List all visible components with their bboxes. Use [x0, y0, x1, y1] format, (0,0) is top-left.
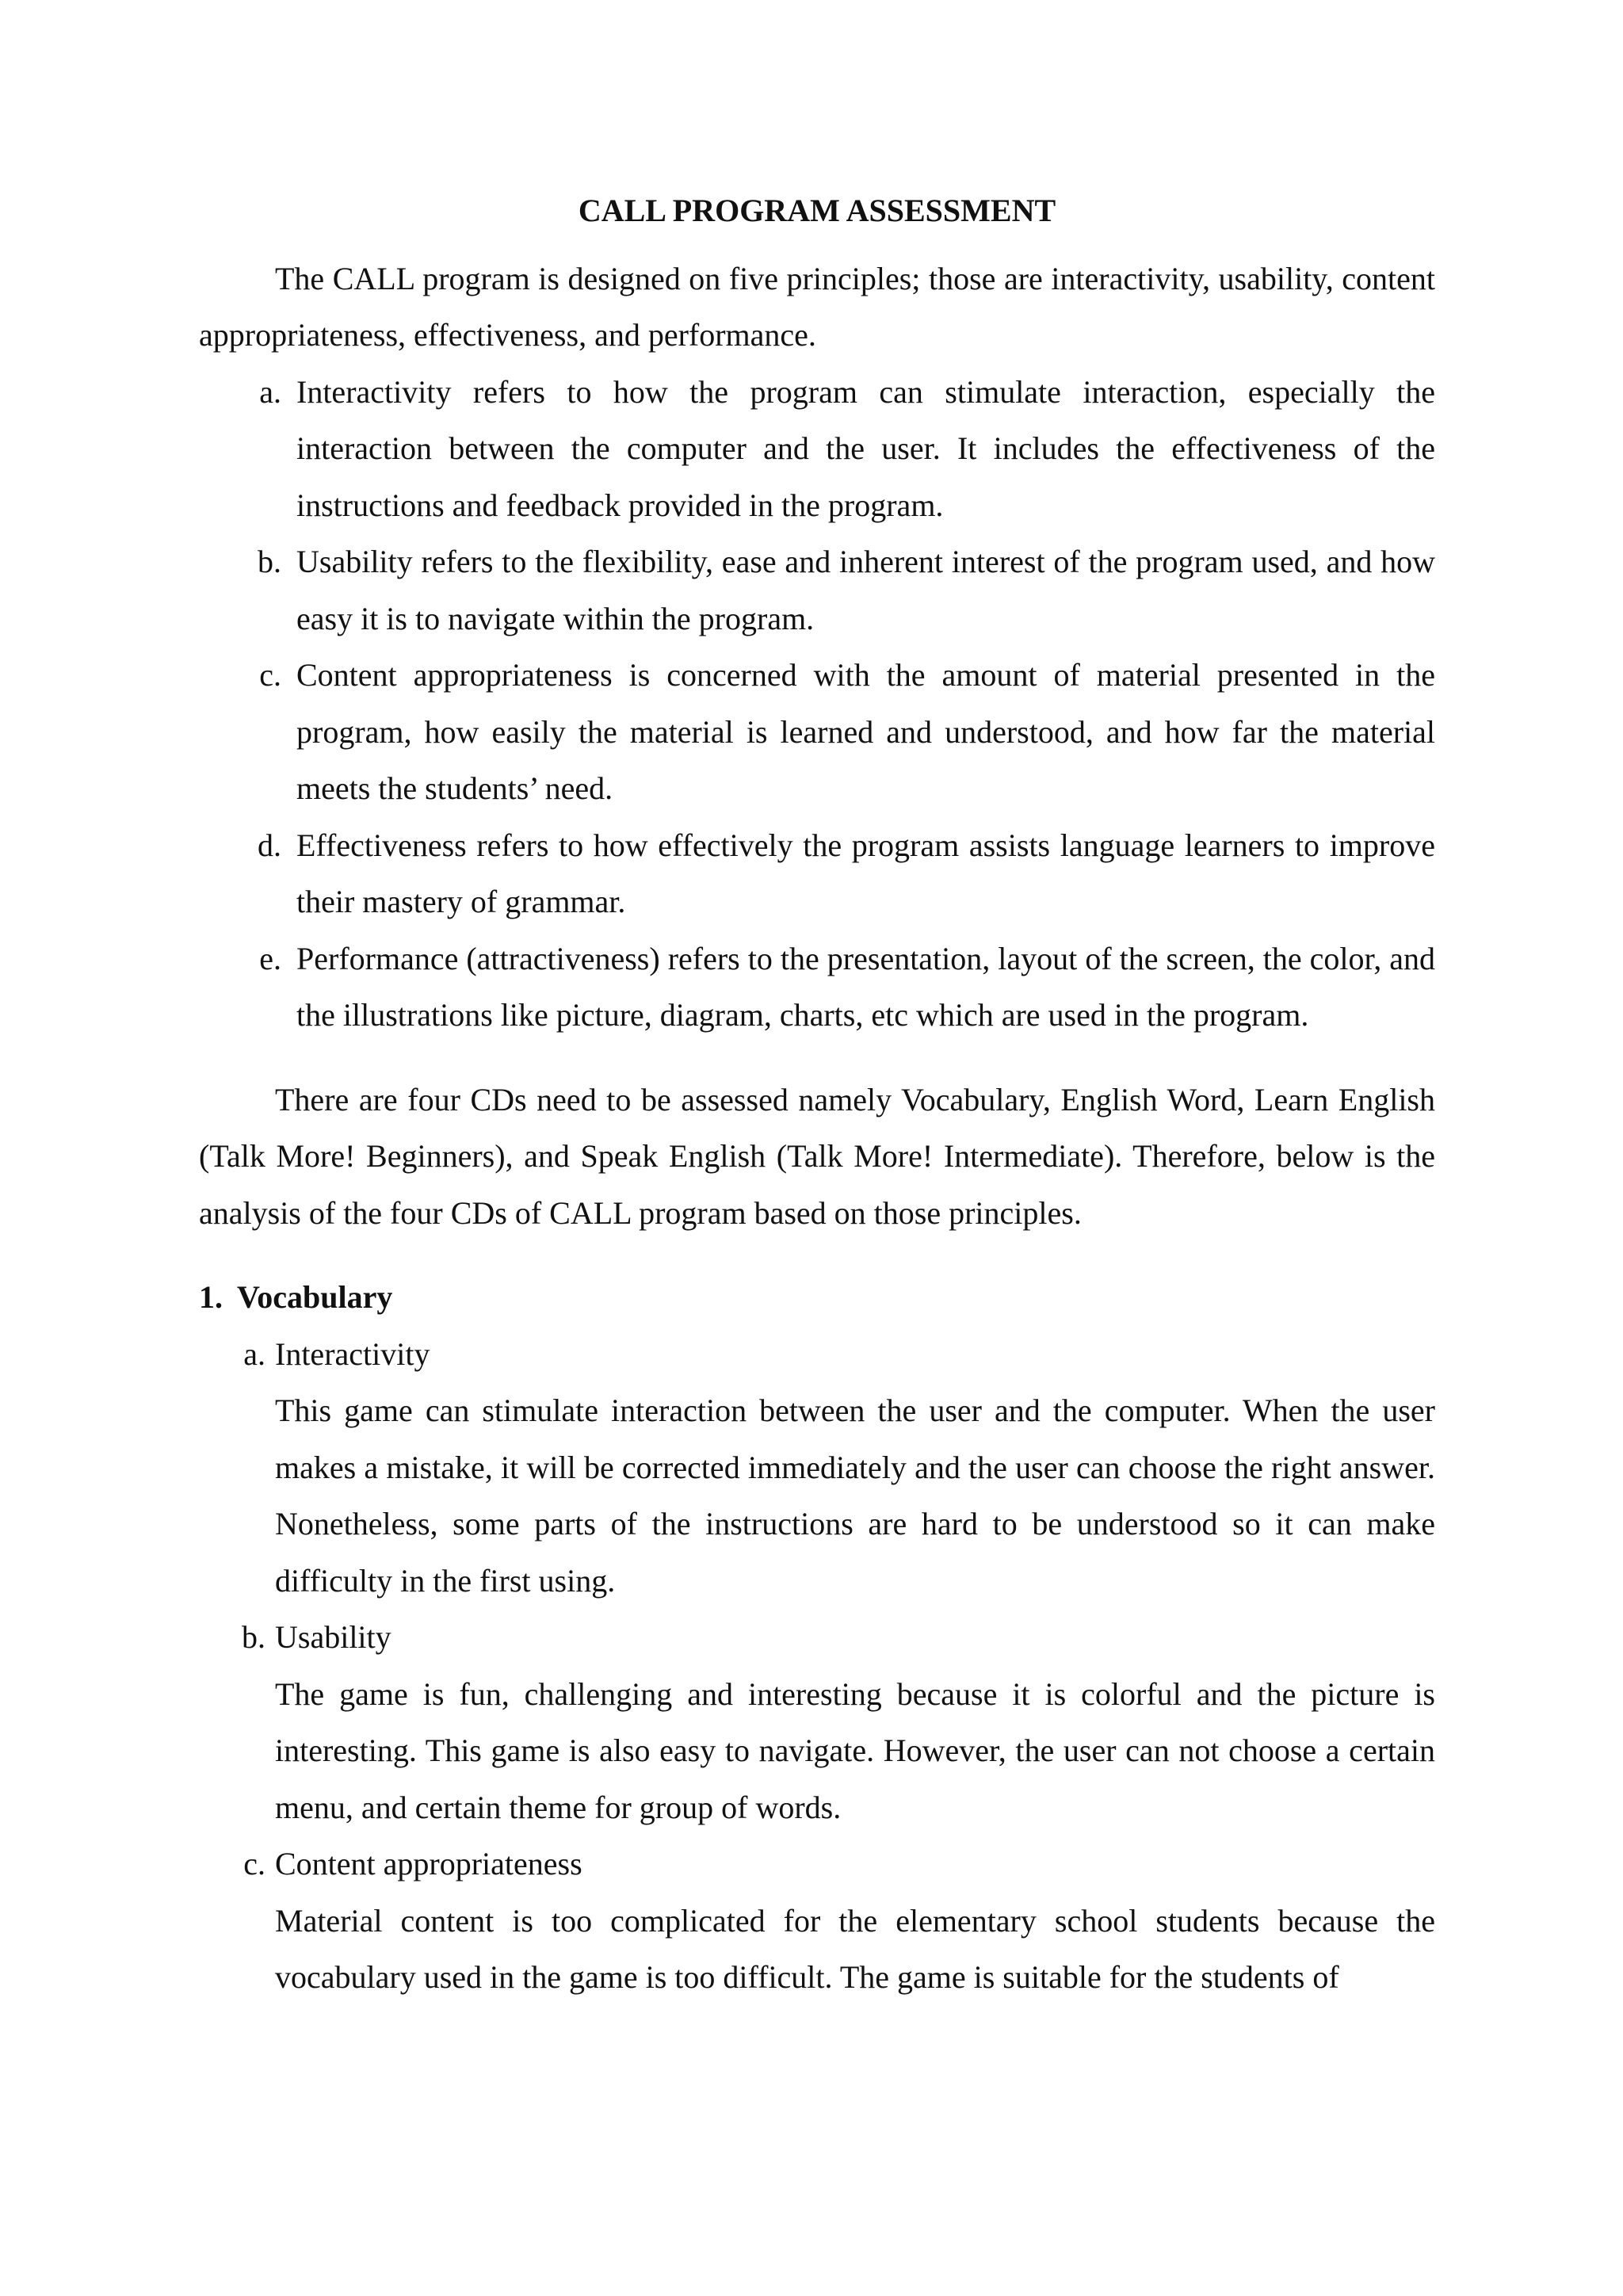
principle-text: Content appropriateness is concerned with the amount of material presented in the program, how easily the material is learned and understood, and how far the material meets the students’ need. — [296, 657, 1435, 806]
subsection-label — [243, 1836, 1435, 1893]
cds-paragraph: There are four CDs need to be assessed namely Vocabulary, English Word, Learn English (Talk More! Beginners), and Speak English (Talk More! Intermediate). Therefore, below is the analysis of the four CDs of CALL program based on those principles. — [199, 1081, 1435, 1231]
subsection-body: This game can stimulate interaction between the user and the computer. When the user makes a mistake, it will be corrected immediately and the user can choose the right answer. Nonetheless, some parts of the instructions are hard to be understood so it can make difficulty in the first using. — [275, 1392, 1435, 1599]
principle-marker: a. — [259, 373, 281, 410]
section-title: Vocabulary — [237, 1279, 393, 1315]
section-heading — [199, 1269, 1435, 1326]
spacer — [199, 1044, 1435, 1072]
subsection-title: Content appropriateness — [275, 1846, 582, 1881]
subsection-letter: a. — [243, 1335, 265, 1372]
principle-item — [199, 817, 1435, 930]
subsection-usability — [199, 1609, 1435, 1836]
principle-marker: e. — [259, 940, 281, 976]
subsection-body: The game is fun, challenging and interesting because it is colorful and the picture is interesting. This game is also easy to navigate. However, the user can not choose a certain menu, and certain theme for group of words. — [275, 1675, 1435, 1825]
principle-text: Performance (attractiveness) refers to the presentation, layout of the screen, the color, and the illustrations like picture, diagram, charts, etc which are used in the program. — [296, 940, 1435, 1033]
subsection-label — [243, 1326, 1435, 1383]
subsection-interactivity — [199, 1326, 1435, 1610]
principle-item — [199, 930, 1435, 1044]
principle-item — [199, 647, 1435, 817]
subsection-letter: b. — [242, 1619, 265, 1655]
principle-item — [199, 364, 1435, 534]
document-title: CALL PROGRAM ASSESSMENT — [578, 193, 1056, 228]
subsection-body: Material content is too complicated for the elementary school students because the vocabulary used in the game is too difficult. The game is suitable for the students of — [275, 1902, 1435, 1995]
subsection-letter: c. — [243, 1846, 265, 1881]
intro-paragraph: The CALL program is designed on five principles; those are interactivity, usability, content appropriateness, effectiveness, and performance. — [199, 260, 1435, 353]
principle-item — [199, 533, 1435, 647]
subsection-title: Usability — [275, 1619, 391, 1655]
principle-text: Effectiveness refers to how effectively the program assists language learners to improve their mastery of grammar. — [296, 827, 1435, 919]
principles-list — [199, 364, 1435, 1044]
principle-text: Interactivity refers to how the program can stimulate interaction, especially the interaction between the computer and the user. It includes the effectiveness of the instructions and feedback provided in the program. — [296, 373, 1435, 523]
principle-text: Usability refers to the flexibility, ease and inherent interest of the program used, and how easy it is to navigate within the program. — [296, 544, 1435, 636]
subsection-title: Interactivity — [275, 1335, 430, 1372]
subsection-label — [242, 1609, 1435, 1666]
principle-marker: d. — [258, 827, 281, 863]
subsection-content-appropriateness — [199, 1836, 1435, 2006]
document-page — [199, 182, 1435, 2006]
principle-marker: b. — [258, 544, 281, 579]
section-number: 1. — [199, 1279, 223, 1315]
principle-marker: c. — [259, 657, 281, 693]
spacer — [199, 1241, 1435, 1269]
